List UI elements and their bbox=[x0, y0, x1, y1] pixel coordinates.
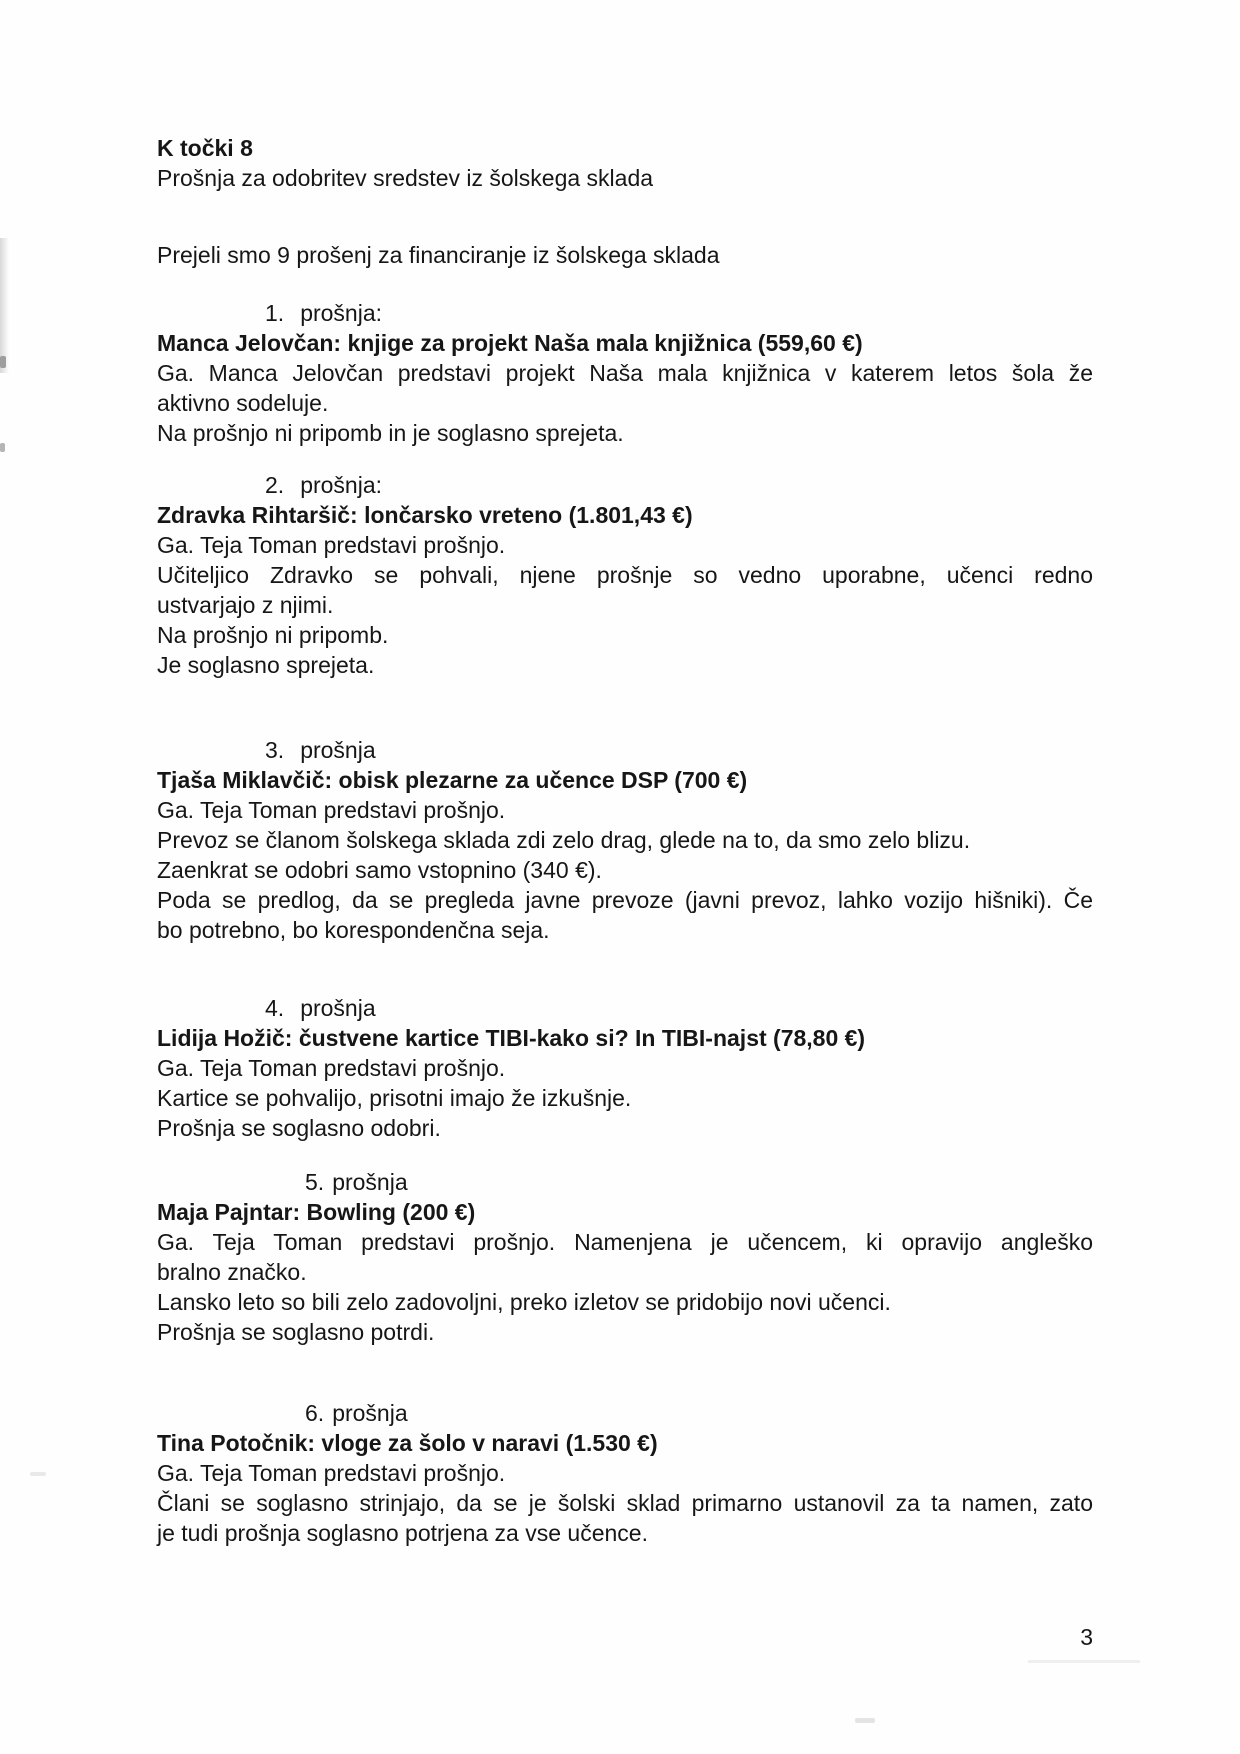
request-number-word: prošnja: bbox=[300, 300, 383, 326]
request-body bbox=[157, 358, 1093, 448]
request-number-word: prošnja: bbox=[300, 472, 383, 498]
request-title: Maja Pajntar: Bowling (200 €) bbox=[157, 1199, 476, 1225]
request-number: 2. bbox=[265, 472, 285, 498]
request-body-line: Je soglasno sprejeta. bbox=[157, 652, 375, 678]
request-number-line bbox=[157, 993, 1093, 1023]
scan-speck bbox=[30, 1472, 46, 1476]
request-body bbox=[157, 1053, 1093, 1143]
funding-requests-list bbox=[157, 298, 1093, 1548]
request-number-line bbox=[157, 1398, 1093, 1428]
request-title: Lidija Hožič: čustvene kartice TIBI-kako si? In TIBI-najst (78,80 €) bbox=[157, 1025, 866, 1051]
request-title: Tina Potočnik: vloge za šolo v naravi (1.530 €) bbox=[157, 1430, 658, 1456]
request-number-word: prošnja bbox=[300, 737, 376, 763]
agenda-point-heading: K točki 8 bbox=[157, 135, 253, 161]
request-number: 1. bbox=[265, 300, 285, 326]
agenda-point-subheading: Prošnja za odobritev sredstev iz šolskega sklada bbox=[157, 165, 654, 191]
request-body-line: Ga. Teja Toman predstavi prošnjo. bbox=[157, 797, 506, 823]
request-body-line: Na prošnjo ni pripomb. bbox=[157, 622, 389, 648]
funding-request bbox=[157, 1167, 1093, 1347]
funding-request bbox=[157, 993, 1093, 1143]
request-title: Tjaša Miklavčič: obisk plezarne za učence DSP (700 €) bbox=[157, 767, 748, 793]
scan-line-artifact bbox=[1028, 1660, 1140, 1663]
request-number-word: prošnja bbox=[332, 1400, 408, 1426]
request-number-word: prošnja bbox=[300, 995, 376, 1021]
request-number-line bbox=[157, 298, 1093, 328]
request-body-line: ustvarjajo z njimi. bbox=[157, 592, 334, 618]
request-body-line: Ga. Teja Toman predstavi prošnjo. bbox=[157, 1055, 506, 1081]
page-number: 3 bbox=[1080, 1624, 1093, 1650]
request-title: Manca Jelovčan: knjige za projekt Naša mala knjižnica (559,60 €) bbox=[157, 330, 863, 356]
request-body-line: Učiteljico Zdravko se pohvali, njene prošnje so vedno uporabne, učenci redno bbox=[157, 562, 1093, 588]
request-body-line: Kartice se pohvalijo, prisotni imajo že izkušnje. bbox=[157, 1085, 632, 1111]
request-body-line: je tudi prošnja soglasno potrjena za vse učence. bbox=[157, 1520, 648, 1546]
request-number-line bbox=[157, 470, 1093, 500]
request-body-line: Prevoz se članom šolskega sklada zdi zelo drag, glede na to, da smo zelo blizu. bbox=[157, 827, 971, 853]
request-body bbox=[157, 1227, 1093, 1347]
request-body-line: Zaenkrat se odobri samo vstopnino (340 €). bbox=[157, 857, 602, 883]
intro-line: Prejeli smo 9 prošenj za financiranje iz šolskega sklada bbox=[157, 242, 720, 268]
request-body-line: Poda se predlog, da se pregleda javne prevoze (javni prevoz, lahko vozijo hišniki). Če bbox=[157, 887, 1093, 913]
request-body-line: aktivno sodeluje. bbox=[157, 390, 329, 416]
request-body-line: Lansko leto so bili zelo zadovoljni, preko izletov se pridobijo novi učenci. bbox=[157, 1289, 891, 1315]
funding-request bbox=[157, 470, 1093, 680]
request-body-line: Člani se soglasno strinjajo, da se je šolski sklad primarno ustanovil za ta namen, zato bbox=[157, 1490, 1093, 1516]
scan-speck bbox=[855, 1718, 875, 1723]
request-body bbox=[157, 530, 1093, 680]
request-body-line: Prošnja se soglasno potrdi. bbox=[157, 1319, 435, 1345]
scan-speck bbox=[0, 356, 6, 368]
scan-speck bbox=[0, 443, 5, 452]
request-number-line bbox=[157, 1167, 1093, 1197]
funding-request bbox=[157, 1398, 1093, 1548]
request-body-line: bo potrebno, bo korespondenčna seja. bbox=[157, 917, 550, 943]
request-title: Zdravka Rihtaršič: lončarsko vreteno (1.801,43 €) bbox=[157, 502, 693, 528]
request-body bbox=[157, 795, 1093, 945]
request-number-word: prošnja bbox=[332, 1169, 408, 1195]
request-body-line: bralno značko. bbox=[157, 1259, 307, 1285]
request-number-line bbox=[157, 735, 1093, 765]
request-number: 6. bbox=[305, 1400, 325, 1426]
request-number: 4. bbox=[265, 995, 285, 1021]
request-body-line: Ga. Teja Toman predstavi prošnjo. bbox=[157, 532, 506, 558]
request-body-line: Prošnja se soglasno odobri. bbox=[157, 1115, 441, 1141]
request-body-line: Ga. Teja Toman predstavi prošnjo. Namenjena je učencem, ki opravijo angleško bbox=[157, 1229, 1093, 1255]
funding-request bbox=[157, 298, 1093, 448]
request-number: 3. bbox=[265, 737, 285, 763]
request-body bbox=[157, 1458, 1093, 1548]
page-footer bbox=[157, 1622, 1093, 1652]
scan-edge-artifact bbox=[0, 238, 9, 373]
request-body-line: Ga. Teja Toman predstavi prošnjo. bbox=[157, 1460, 506, 1486]
request-body-line: Na prošnjo ni pripomb in je soglasno sprejeta. bbox=[157, 420, 624, 446]
request-body-line: Ga. Manca Jelovčan predstavi projekt Naša mala knjižnica v katerem letos šola že bbox=[157, 360, 1093, 386]
funding-request bbox=[157, 735, 1093, 945]
request-number: 5. bbox=[305, 1169, 325, 1195]
